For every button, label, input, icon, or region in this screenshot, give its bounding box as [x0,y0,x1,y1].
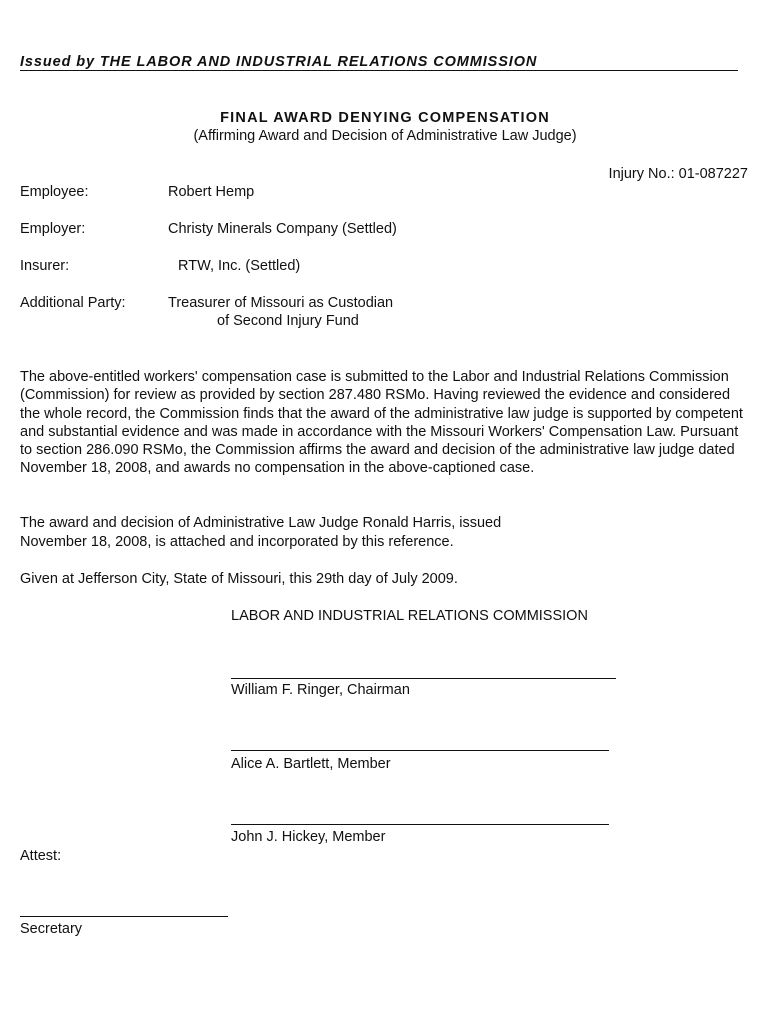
insurer-value: RTW, Inc. (Settled) [178,258,301,274]
additional-party-label: Additional Party: [20,295,126,311]
attest-label: Attest: [20,848,62,864]
insurer-label: Insurer: [20,258,70,274]
header-rule [20,70,738,71]
member2-signature-line [231,824,609,825]
incorporation-paragraph-line2: November 18, 2008, is attached and incorporated by this reference. [20,534,454,550]
employee-value: Robert Hemp [168,184,255,200]
employee-label: Employee: [20,184,89,200]
employer-value: Christy Minerals Company (Settled) [168,221,397,237]
additional-party-value-line2: of Second Injury Fund [217,313,359,329]
chairman-name: William F. Ringer, Chairman [231,682,410,698]
employer-label: Employer: [20,221,86,237]
injury-number: Injury No.: 01-087227 [608,166,748,182]
member1-name: Alice A. Bartlett, Member [231,756,391,772]
member1-signature-line [231,750,609,751]
incorporation-paragraph-line1: The award and decision of Administrative Law Judge Ronald Harris, issued [20,515,502,531]
member2-name: John J. Hickey, Member [231,829,386,845]
additional-party-value-line1: Treasurer of Missouri as Custodian [168,295,394,311]
award-subtitle: (Affirming Award and Decision of Administrative Law Judge) [193,128,577,144]
award-title: FINAL AWARD DENYING COMPENSATION [220,110,550,126]
secretary-signature-line [20,916,228,917]
given-statement: Given at Jefferson City, State of Missouri, this 29th day of July 2009. [20,571,458,587]
chairman-signature-line [231,678,616,679]
decision-paragraph: The above-entitled workers' compensation case is submitted to the Labor and Industrial Relations Commission (Commission) for review as provided by section 287.480 RSMo. Having reviewed the evidence and considered the whole record, the Commission finds that the award of the administrative law judge is supported by competent and substantial evidence and was made in accordance with the Missouri Workers' Compensation Law. Pursuant to section 286.090 RSMo, the Commission affirms the award and decision of the administrative law judge dated November 18, 2008, and awards no compensation in the above-captioned case. [20,369,743,477]
secretary-label: Secretary [20,921,83,937]
issued-by-header: Issued by THE LABOR AND INDUSTRIAL RELATIONS COMMISSION [20,54,538,70]
commission-name: LABOR AND INDUSTRIAL RELATIONS COMMISSION [231,608,588,624]
